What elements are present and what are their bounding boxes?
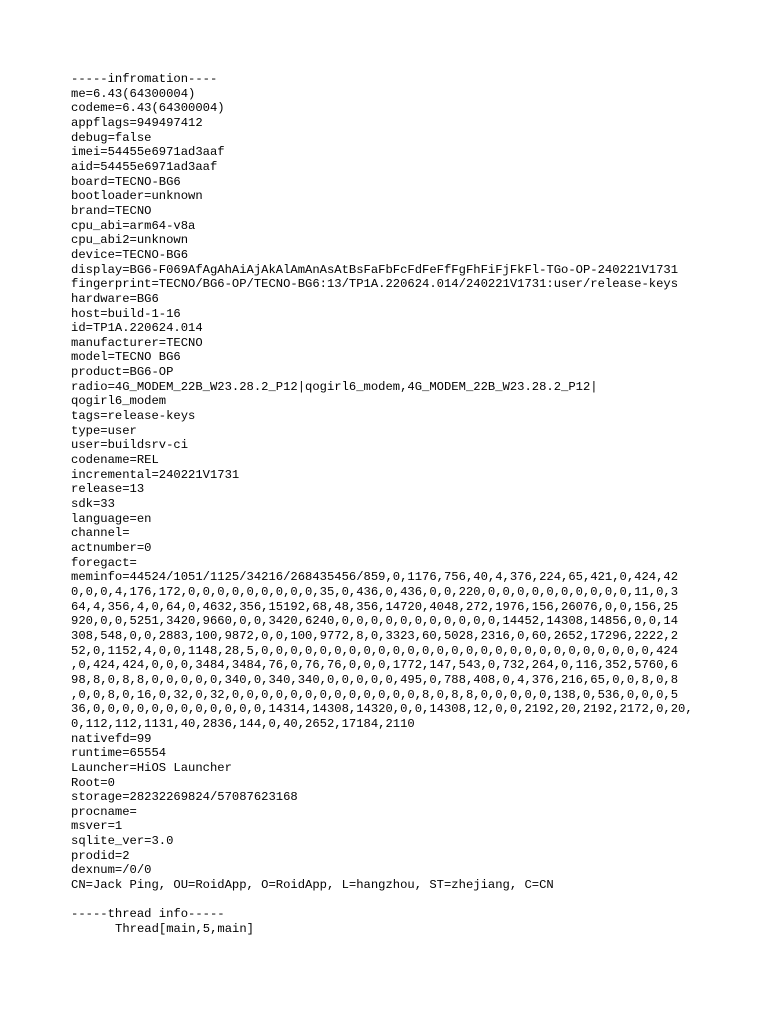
- info-line-bootloader: bootloader=unknown: [71, 189, 203, 204]
- info-line-msver: msver=1: [71, 819, 123, 834]
- section-spacer: [71, 893, 761, 908]
- info-line-model: model=TECNO BG6: [71, 350, 181, 365]
- info-line-id: id=TP1A.220624.014: [71, 321, 203, 336]
- info-line-meminfo-cont: 0,112,112,1131,40,2836,144,0,40,2652,17184,2110: [71, 716, 415, 731]
- info-line-sdk: sdk=33: [71, 497, 115, 512]
- info-line-meminfo-cont: 36,0,0,0,0,0,0,0,0,0,0,0,0,14314,14308,14320,0,0,14308,12,0,0,2192,20,2192,2172,0,20,: [71, 702, 693, 717]
- info-line-actnumber: actnumber=0: [71, 541, 152, 555]
- info-line-incremental: incremental=240221V1731: [71, 467, 240, 482]
- info-line-host: host=build-1-16: [71, 306, 181, 321]
- info-line-storage: storage=28232269824/57087623168: [71, 790, 298, 805]
- info-line-meminfo-cont: 64,4,356,4,0,64,0,4632,356,15192,68,48,356,14720,4048,272,1976,156,26076,0,0,156,25: [71, 599, 679, 614]
- info-line-codeme: codeme=6.43(64300004): [71, 101, 225, 116]
- info-line-procname: procname=: [71, 804, 137, 819]
- info-line-product: product=BG6-OP: [71, 365, 174, 380]
- info-line-nativefd: nativefd=99: [71, 731, 152, 746]
- info-line-debug: debug=false: [71, 130, 152, 145]
- info-lines: [71, 87, 761, 893]
- info-line-meminfo-cont: 308,548,0,0,2883,100,9872,0,0,100,9772,8,0,3323,60,5028,2316,0,60,2652,17296,2222,2: [71, 628, 679, 643]
- info-line-meminfo: meminfo=44524/1051/1125/34216/268435456/859,0,1176,756,40,4,376,224,65,421,0,424,42: [71, 570, 679, 585]
- info-line-board: board=TECNO-BG6: [71, 174, 181, 189]
- info-line-user: user=buildsrv-ci: [71, 438, 189, 453]
- info-line-radio-cont: qogirl6_modem: [71, 394, 167, 409]
- info-line-channel: channel=: [71, 526, 130, 541]
- info-line-meminfo-cont: 52,0,1152,4,0,0,1148,28,5,0,0,0,0,0,0,0,0,0,0,0,0,0,0,0,0,0,0,0,0,0,0,0,0,0,0,0,424: [71, 643, 679, 658]
- info-line-release: release=13: [71, 482, 145, 497]
- info-line-cpu-abi2: cpu_abi2=unknown: [71, 233, 189, 248]
- info-line-type: type=user: [71, 423, 137, 438]
- info-line-root: Root=0: [71, 775, 115, 790]
- log-document: [71, 72, 761, 937]
- info-line-launcher: Launcher=HiOS Launcher: [71, 760, 232, 775]
- info-line-tags: tags=release-keys: [71, 409, 196, 424]
- info-line-meminfo-cont: ,0,0,8,0,16,0,32,0,32,0,0,0,0,0,0,0,0,0,0,0,0,0,8,0,8,8,0,0,0,0,0,138,0,536,0,0,0,5: [71, 687, 679, 702]
- info-line-language: language=en: [71, 511, 152, 526]
- info-line-device: device=TECNO-BG6: [71, 247, 189, 262]
- thread-section-header: -----thread info-----: [71, 907, 225, 922]
- info-line-runtime: runtime=65554: [71, 746, 167, 761]
- info-line-brand: brand=TECNO: [71, 203, 152, 218]
- info-line-appflags: appflags=949497412: [71, 115, 203, 130]
- info-line-dexnum: dexnum=/0/0: [71, 863, 152, 878]
- info-line-imei: imei=54455e6971ad3aaf: [71, 145, 225, 160]
- info-line-radio: radio=4G_MODEM_22B_W23.28.2_P12|qogirl6_modem,4G_MODEM_22B_W23.28.2_P12|: [71, 379, 598, 394]
- info-line-prodid: prodid=2: [71, 848, 130, 863]
- info-line-manufacturer: manufacturer=TECNO: [71, 335, 203, 350]
- info-line-meminfo-cont: ,0,424,424,0,0,0,3484,3484,76,0,76,76,0,0,0,1772,147,543,0,732,264,0,116,352,5760,6: [71, 658, 679, 673]
- info-line-meminfo-cont: 920,0,0,5251,3420,9660,0,0,3420,6240,0,0,0,0,0,0,0,0,0,0,0,14452,14308,14856,0,0,14: [71, 614, 679, 629]
- info-line-meminfo-cont: 98,8,0,8,8,0,0,0,0,0,340,0,340,340,0,0,0,0,0,495,0,788,408,0,4,376,216,65,0,0,8,0,8: [71, 672, 679, 687]
- info-line-display: display=BG6-F069AfAgAhAiAjAkAlAmAnAsAtBsFaFbFcFdFeFfFgFhFiFjFkFl-TGo-OP-240221V1731: [71, 262, 679, 277]
- info-line-sqlite-ver: sqlite_ver=3.0: [71, 834, 174, 849]
- info-line-aid: aid=54455e6971ad3aaf: [71, 159, 218, 174]
- info-line-fingerprint: fingerprint=TECNO/BG6-OP/TECNO-BG6:13/TP1A.220624.014/240221V1731:user/release-keys: [71, 277, 679, 292]
- info-line-meminfo-cont: 0,0,0,4,176,172,0,0,0,0,0,0,0,0,0,35,0,436,0,436,0,0,220,0,0,0,0,0,0,0,0,0,0,11,0,3: [71, 584, 679, 599]
- thread-line-main: Thread[main,5,main]: [115, 922, 254, 937]
- info-line-certificate: CN=Jack Ping, OU=RoidApp, O=RoidApp, L=hangzhou, ST=zhejiang, C=CN: [71, 878, 554, 893]
- info-line-me: me=6.43(64300004): [71, 86, 196, 101]
- info-line-hardware: hardware=BG6: [71, 291, 159, 306]
- info-line-codename: codename=REL: [71, 453, 159, 468]
- info-line-cpu-abi: cpu_abi=arm64-v8a: [71, 218, 196, 233]
- info-line-foregact: foregact=: [71, 555, 137, 570]
- info-section-header: -----infromation----: [71, 72, 218, 86]
